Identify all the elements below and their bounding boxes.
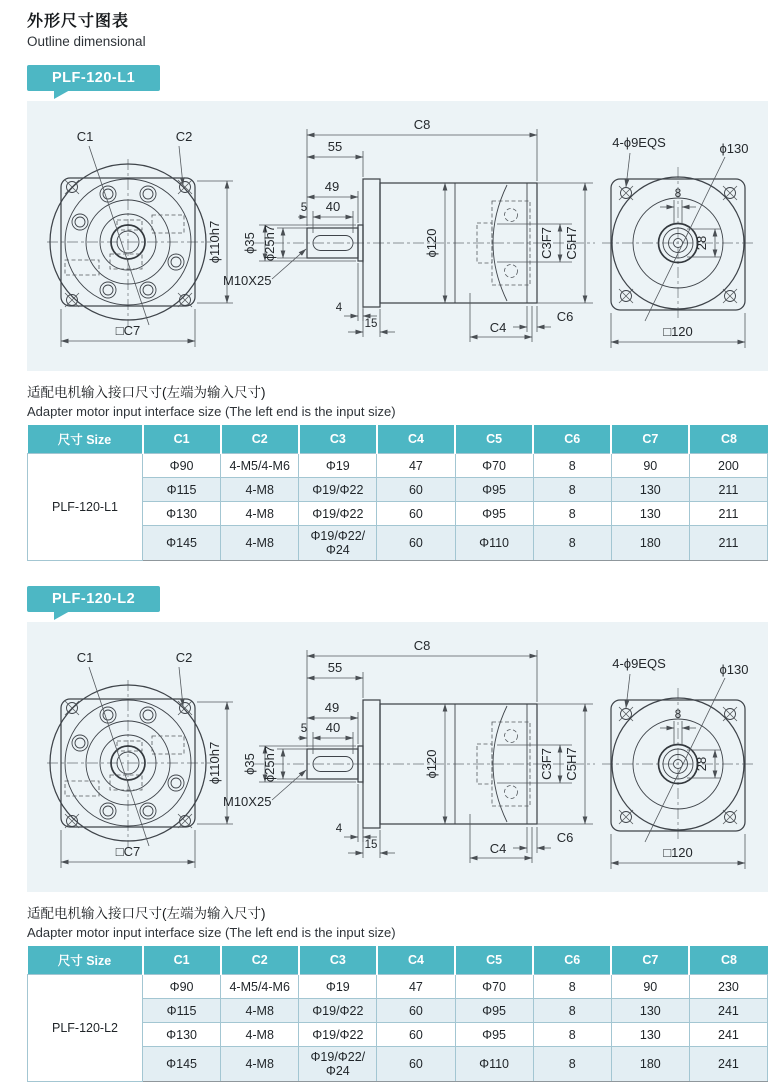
table-cell: 8 [533, 526, 611, 561]
table-cell: 180 [611, 526, 689, 561]
dimension-table [27, 946, 768, 1082]
outline-drawing [27, 622, 768, 892]
table-cell: 130 [611, 1023, 689, 1047]
note-zh: 适配电机输入接口尺寸(左端为输入尺寸) [27, 385, 266, 400]
note-en: Adapter motor input interface size (The left end is the input size) [27, 404, 396, 419]
column-header: C2 [221, 946, 299, 975]
dim-label-c6: C6 [556, 830, 574, 845]
drawing-panel [27, 101, 768, 371]
table-cell: Φ19 [299, 454, 377, 478]
dim-label-15: 15 [364, 839, 378, 851]
dim-label-c2: C2 [175, 129, 193, 144]
side-view [223, 638, 595, 863]
table-cell: 60 [377, 478, 455, 502]
table-cell: Φ110 [455, 1047, 533, 1082]
table-cell: 4-M8 [221, 478, 299, 502]
column-header: C7 [611, 946, 689, 975]
row-label: PLF-120-L1 [28, 454, 143, 561]
dim-label-4: 4 [335, 302, 343, 314]
table-cell: 4-M8 [221, 999, 299, 1023]
table-cell: 4-M5/4-M6 [221, 975, 299, 999]
front-view [47, 129, 233, 347]
table-cell: 90 [611, 454, 689, 478]
dim-label-phi110: ϕ110h7 [207, 741, 222, 785]
front-view [47, 650, 233, 868]
drawing-panel [27, 622, 768, 892]
dim-label-c3f7: C3F7 [539, 748, 554, 780]
dim-label-c2: C2 [175, 650, 193, 665]
dim-label-c8: C8 [413, 638, 431, 653]
model-badge: PLF-120-L2 [27, 586, 160, 612]
table-cell: Φ145 [143, 526, 221, 561]
column-header: C5 [455, 425, 533, 454]
table-cell: 130 [611, 502, 689, 526]
table-cell: Φ19/Φ22 [299, 999, 377, 1023]
table-cell: 60 [377, 1023, 455, 1047]
column-header: C5 [455, 946, 533, 975]
table-cell: 8 [533, 454, 611, 478]
table-cell: Φ95 [455, 999, 533, 1023]
dim-label-phi35: ϕ35 [242, 753, 257, 775]
table-cell: 90 [611, 975, 689, 999]
dim-label-m10: M10X25 [223, 794, 272, 809]
column-header: C4 [377, 946, 455, 975]
dim-label-c4: C4 [489, 841, 507, 856]
column-header: C1 [143, 425, 221, 454]
dim-label-40: 40 [325, 199, 341, 214]
column-header: 尺寸 Size [28, 946, 143, 975]
table-cell: 241 [689, 999, 767, 1023]
table-cell: 8 [533, 478, 611, 502]
column-header: C7 [611, 425, 689, 454]
table-cell: 130 [611, 999, 689, 1023]
table-cell: 211 [689, 526, 767, 561]
column-header: C3 [299, 946, 377, 975]
note-zh: 适配电机输入接口尺寸(左端为输入尺寸) [27, 906, 266, 921]
table-cell: 241 [689, 1047, 767, 1082]
section-plf-120-l2 [27, 561, 768, 1082]
table-cell: 4-M8 [221, 502, 299, 526]
dim-label-phi25: ϕ25h7 [262, 224, 277, 262]
table-cell: Φ90 [143, 975, 221, 999]
table-cell: 8 [533, 999, 611, 1023]
table-header-row [28, 425, 768, 454]
table-cell: 180 [611, 1047, 689, 1082]
dim-label-55: 55 [327, 660, 343, 675]
table-cell: 47 [377, 975, 455, 999]
dim-label-8: 8 [674, 709, 682, 721]
dim-label-phi35: ϕ35 [242, 232, 257, 254]
column-header: C8 [689, 946, 767, 975]
column-header: 尺寸 Size [28, 425, 143, 454]
table-row [28, 975, 768, 999]
section-plf-120-l1 [27, 49, 768, 561]
table-cell: 8 [533, 975, 611, 999]
table-cell: Φ130 [143, 502, 221, 526]
dim-label-49: 49 [324, 700, 340, 715]
table-cell: 241 [689, 1023, 767, 1047]
table-cell: 4-M8 [221, 526, 299, 561]
dim-label-5: 5 [300, 723, 308, 735]
table-cell: Φ70 [455, 454, 533, 478]
dim-label-c8: C8 [413, 117, 431, 132]
rear-view [602, 656, 754, 869]
dim-label-c5h7: C5H7 [564, 226, 579, 260]
table-cell: Φ110 [455, 526, 533, 561]
dim-label-c7: □C7 [115, 323, 141, 338]
dim-label-eqs: 4-ϕ9EQS [612, 656, 666, 671]
page-title-en: Outline dimensional [27, 34, 146, 49]
table-cell: Φ19/Φ22/Φ24 [299, 526, 377, 561]
dim-label-8: 8 [674, 188, 682, 200]
table-cell: Φ19/Φ22 [299, 1023, 377, 1047]
dim-label-40: 40 [325, 720, 341, 735]
rear-view [602, 135, 754, 348]
dim-label-c1: C1 [76, 129, 94, 144]
table-cell: Φ145 [143, 1047, 221, 1082]
table-row [28, 454, 768, 478]
table-cell: 8 [533, 1047, 611, 1082]
table-cell: 211 [689, 502, 767, 526]
outline-drawing [27, 101, 768, 371]
table-header-row [28, 946, 768, 975]
dim-label-phi130: ϕ130 [719, 662, 749, 677]
table-cell: Φ19/Φ22 [299, 478, 377, 502]
dim-label-5: 5 [300, 202, 308, 214]
table-cell: Φ70 [455, 975, 533, 999]
table-cell: Φ95 [455, 502, 533, 526]
dim-label-28: 28 [694, 756, 709, 772]
column-header: C1 [143, 946, 221, 975]
table-cell: 47 [377, 454, 455, 478]
dimension-table [27, 425, 768, 561]
row-label: PLF-120-L2 [28, 975, 143, 1082]
dim-label-28: 28 [694, 235, 709, 251]
table-cell: 130 [611, 478, 689, 502]
table-cell: Φ115 [143, 478, 221, 502]
table-cell: 230 [689, 975, 767, 999]
dim-label-15: 15 [364, 318, 378, 330]
dim-label-m10: M10X25 [223, 273, 272, 288]
dim-label-55: 55 [327, 139, 343, 154]
table-cell: 8 [533, 502, 611, 526]
side-view [223, 117, 595, 342]
table-cell: 60 [377, 502, 455, 526]
dim-label-4: 4 [335, 823, 343, 835]
dim-label-c5h7: C5H7 [564, 747, 579, 781]
dim-label-phi130: ϕ130 [719, 141, 749, 156]
table-cell: 60 [377, 999, 455, 1023]
dim-label-49: 49 [324, 179, 340, 194]
table-cell: Φ95 [455, 478, 533, 502]
table-cell: Φ19/Φ22/Φ24 [299, 1047, 377, 1082]
table-cell: 211 [689, 478, 767, 502]
column-header: C2 [221, 425, 299, 454]
dim-label-c3f7: C3F7 [539, 227, 554, 259]
column-header: C6 [533, 425, 611, 454]
dim-label-c6: C6 [556, 309, 574, 324]
page-title-zh: 外形尺寸图表 [27, 13, 130, 30]
dim-label-c1: C1 [76, 650, 94, 665]
table-cell: 200 [689, 454, 767, 478]
column-header: C3 [299, 425, 377, 454]
table-cell: 4-M5/4-M6 [221, 454, 299, 478]
dim-label-phi120: ϕ120 [424, 228, 439, 258]
column-header: C4 [377, 425, 455, 454]
column-header: C8 [689, 425, 767, 454]
dim-label-sq120: □120 [663, 845, 693, 860]
table-cell: 4-M8 [221, 1023, 299, 1047]
table-cell: Φ19 [299, 975, 377, 999]
dim-label-phi120: ϕ120 [424, 749, 439, 779]
dim-label-c7: □C7 [115, 844, 141, 859]
table-cell: Φ19/Φ22 [299, 502, 377, 526]
dim-label-phi110: ϕ110h7 [207, 220, 222, 264]
dim-label-eqs: 4-ϕ9EQS [612, 135, 666, 150]
table-cell: 8 [533, 1023, 611, 1047]
table-cell: 4-M8 [221, 1047, 299, 1082]
table-cell: Φ95 [455, 1023, 533, 1047]
table-cell: Φ130 [143, 1023, 221, 1047]
dim-label-c4: C4 [489, 320, 507, 335]
dim-label-sq120: □120 [663, 324, 693, 339]
column-header: C6 [533, 946, 611, 975]
table-cell: Φ115 [143, 999, 221, 1023]
model-badge: PLF-120-L1 [27, 65, 160, 91]
table-cell: Φ90 [143, 454, 221, 478]
table-cell: 60 [377, 1047, 455, 1082]
note-en: Adapter motor input interface size (The left end is the input size) [27, 925, 396, 940]
table-cell: 60 [377, 526, 455, 561]
dim-label-phi25: ϕ25h7 [262, 745, 277, 783]
